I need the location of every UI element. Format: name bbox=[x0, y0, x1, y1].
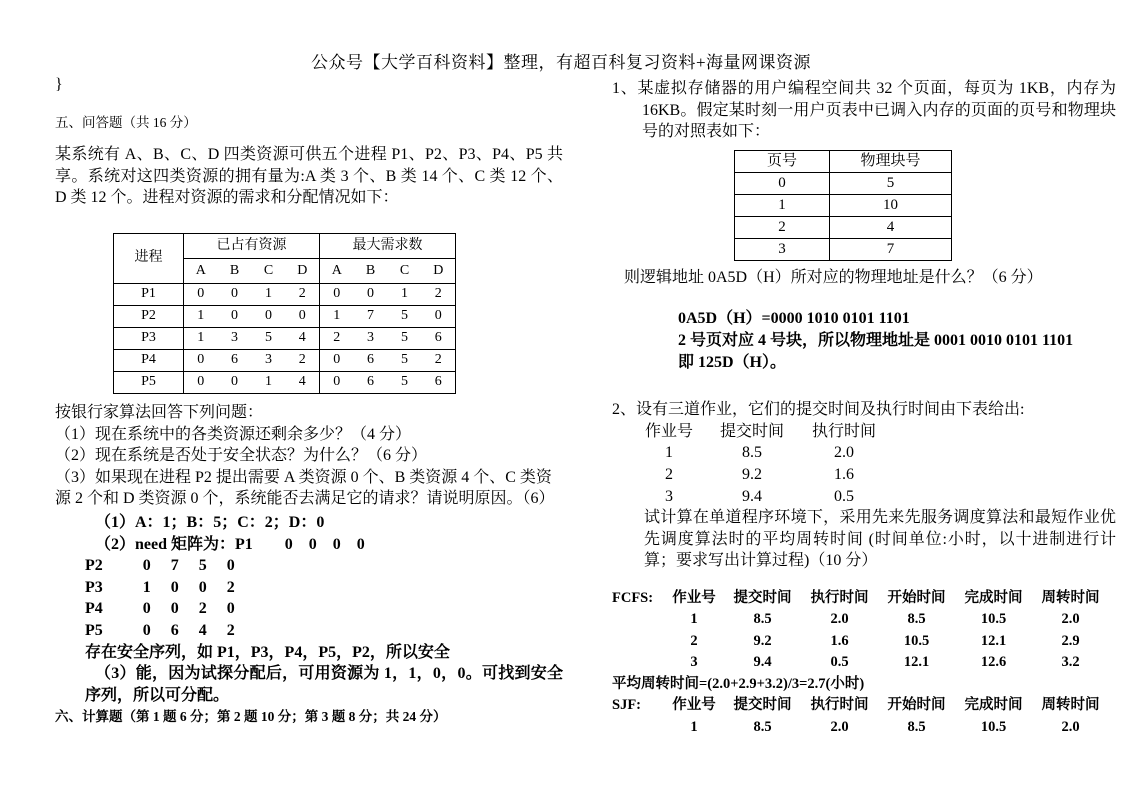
cell: 9.2 bbox=[742, 465, 762, 483]
cell: P5 bbox=[114, 372, 184, 394]
cell: 1.6 bbox=[834, 465, 854, 483]
header-cell: 物理块号 bbox=[830, 150, 952, 172]
cell: 5 bbox=[388, 328, 422, 350]
subheader-cell: D bbox=[422, 259, 456, 284]
table-header-row bbox=[612, 421, 1116, 443]
header-cell: 完成时间 bbox=[964, 697, 1023, 714]
table-row bbox=[612, 486, 1116, 508]
cell: 2.0 bbox=[830, 611, 849, 628]
table-row bbox=[114, 372, 456, 394]
header-cell: 作业号 bbox=[672, 697, 716, 714]
cell: 12.1 bbox=[903, 654, 930, 671]
cell: 3 bbox=[354, 328, 388, 350]
resource-allocation-table bbox=[113, 233, 456, 394]
answer-line: 0A5D（H）=0000 1010 0101 1101 bbox=[678, 310, 910, 328]
header-cell: 周转时间 bbox=[1041, 589, 1100, 606]
cell: 6 bbox=[422, 328, 456, 350]
cell: 4 bbox=[830, 216, 952, 238]
cell: 12.6 bbox=[980, 654, 1007, 671]
cell: 1 bbox=[690, 611, 698, 628]
spacer bbox=[612, 717, 664, 739]
cell: 1 bbox=[252, 372, 286, 394]
cell: 0 bbox=[735, 172, 830, 194]
cell: 2.0 bbox=[1061, 611, 1080, 628]
fcfs-label: FCFS: bbox=[612, 589, 654, 606]
table-row bbox=[612, 631, 1116, 653]
spacer bbox=[612, 631, 664, 653]
section-5-title: 五、问答题（共 16 分） bbox=[55, 115, 197, 130]
header-cell: 提交时间 bbox=[733, 589, 792, 606]
cell: 6 bbox=[422, 372, 456, 394]
cell: 3 bbox=[665, 487, 673, 505]
answer-2-need-p1: （2）need 矩阵为：P1 0 0 0 0 bbox=[95, 535, 365, 553]
cell: 4 bbox=[286, 372, 320, 394]
cell: 5 bbox=[252, 328, 286, 350]
cell: 0 bbox=[184, 372, 218, 394]
table-row bbox=[735, 216, 952, 238]
banker-intro: 按银行家算法回答下列问题： bbox=[55, 404, 264, 421]
cell: P2 bbox=[114, 306, 184, 328]
cell: 7 bbox=[830, 238, 952, 260]
page-header-title: 公众号【大学百科资料】整理，有超百科复习资料+海量网课资源 bbox=[310, 53, 812, 72]
cell: 5 bbox=[388, 350, 422, 372]
header-cell: 最大需求数 bbox=[320, 234, 456, 259]
header-cell: 执行时间 bbox=[810, 697, 869, 714]
cell: 0 bbox=[218, 372, 252, 394]
table-row bbox=[114, 328, 456, 350]
cell: 1 bbox=[690, 718, 698, 735]
table-row bbox=[612, 464, 1116, 486]
cell: 8.5 bbox=[742, 444, 762, 462]
header-cell: 开始时间 bbox=[887, 697, 946, 714]
cell: 8.5 bbox=[907, 611, 926, 628]
cell: 8.5 bbox=[907, 718, 926, 735]
cell: 8.5 bbox=[753, 718, 772, 735]
header-cell: 进程 bbox=[114, 234, 184, 284]
table-header-row bbox=[612, 588, 1116, 610]
cell: 3 bbox=[252, 350, 286, 372]
cell: 0.5 bbox=[834, 487, 854, 505]
cell: 0 bbox=[184, 350, 218, 372]
table-header-row bbox=[612, 695, 1116, 717]
cell: 9.4 bbox=[753, 654, 772, 671]
question-item-1: （1）现在系统中的各类资源还剩余多少？（4 分） bbox=[55, 425, 412, 443]
header-cell: 作业号 bbox=[644, 422, 693, 440]
cell: 0 bbox=[422, 306, 456, 328]
table-row bbox=[114, 284, 456, 306]
subheader-cell: A bbox=[184, 259, 218, 284]
table-row bbox=[735, 172, 952, 194]
cell: 1 bbox=[388, 284, 422, 306]
cell: 2.0 bbox=[834, 444, 854, 462]
cell: P1 bbox=[114, 284, 184, 306]
cell: 0 bbox=[320, 284, 354, 306]
cell: 2 bbox=[286, 284, 320, 306]
cell: 2.0 bbox=[830, 718, 849, 735]
cell: 12.1 bbox=[980, 632, 1007, 649]
cell: 10.5 bbox=[980, 611, 1007, 628]
subheader-cell: A bbox=[320, 259, 354, 284]
cell: 6 bbox=[354, 350, 388, 372]
cell: 0 bbox=[218, 284, 252, 306]
cell: 10 bbox=[830, 194, 952, 216]
sjf-label: SJF: bbox=[612, 697, 641, 714]
table-row bbox=[612, 609, 1116, 631]
table-row bbox=[612, 652, 1116, 674]
answer-2-conclusion: 存在安全序列，如 P1，P3，P4，P5，P2，所以安全 bbox=[85, 643, 450, 661]
subheader-cell: D bbox=[286, 259, 320, 284]
jobs-table bbox=[612, 421, 1116, 507]
question-1-prompt: 则逻辑地址 0A5D（H）所对应的物理地址是什么？（6 分） bbox=[624, 268, 1043, 286]
need-matrix-row: P5 0 6 4 2 bbox=[85, 621, 235, 639]
header-cell: 完成时间 bbox=[964, 589, 1023, 606]
cell: 3.2 bbox=[1061, 654, 1080, 671]
cell: 0 bbox=[320, 350, 354, 372]
subheader-cell: B bbox=[354, 259, 388, 284]
question-2-text: 2、设有三道作业，它们的提交时间及执行时间由下表给出: bbox=[612, 401, 1025, 419]
cell: 2 bbox=[320, 328, 354, 350]
cell: 1 bbox=[735, 194, 830, 216]
header-cell: 已占有资源 bbox=[184, 234, 320, 259]
average-turnaround-line: 平均周转时间=(2.0+2.9+3.2)/3=2.7(小时) bbox=[612, 675, 865, 692]
header-cell: 页号 bbox=[735, 150, 830, 172]
cell: 2 bbox=[422, 350, 456, 372]
need-matrix-row: P4 0 0 2 0 bbox=[85, 600, 235, 618]
cell: 5 bbox=[388, 372, 422, 394]
cell: 2 bbox=[422, 284, 456, 306]
question-5-intro: 某系统有 A、B、C、D 四类资源可供五个进程 P1、P2、P3、P4、P5 共享。系统对这四类资源的拥有量为:A 类 3 个、B 类 14 个、C 类 12 个、D 类 12 个。进程对资源的需求和分配情况如下： bbox=[55, 146, 563, 207]
question-item-3: （3）如果现在进程 P2 提出需要 A 类资源 0 个、B 类资源 4 个、C 类资源 2 个和 D 类资源 0 个，系统能否去满足它的请求？请说明原因。（6） bbox=[55, 468, 555, 508]
cell: 0 bbox=[252, 306, 286, 328]
cell: 0 bbox=[184, 284, 218, 306]
header-cell: 提交时间 bbox=[719, 422, 784, 440]
stray-brace: } bbox=[55, 76, 63, 93]
cell: 1 bbox=[252, 284, 286, 306]
table-row bbox=[612, 717, 1116, 739]
cell: 3 bbox=[690, 654, 698, 671]
header-cell: 周转时间 bbox=[1041, 697, 1100, 714]
subheader-cell: C bbox=[252, 259, 286, 284]
cell: 4 bbox=[286, 328, 320, 350]
table-header-row bbox=[114, 234, 456, 259]
need-matrix-row: P2 0 7 5 0 bbox=[85, 557, 235, 575]
cell: 10.5 bbox=[903, 632, 930, 649]
cell: P3 bbox=[114, 328, 184, 350]
left-column bbox=[55, 74, 563, 727]
header-cell: 作业号 bbox=[672, 589, 716, 606]
header-cell: 执行时间 bbox=[811, 422, 876, 440]
cell: 9.2 bbox=[753, 632, 772, 649]
cell: 8.5 bbox=[753, 611, 772, 628]
banker-answers bbox=[55, 512, 563, 706]
header-cell: 提交时间 bbox=[733, 697, 792, 714]
question-1-answer bbox=[612, 308, 1116, 373]
cell: 2 bbox=[735, 216, 830, 238]
cell: 2.0 bbox=[1061, 718, 1080, 735]
table-header-row bbox=[735, 150, 952, 172]
cell: 6 bbox=[354, 372, 388, 394]
cell: 3 bbox=[735, 238, 830, 260]
table-row bbox=[114, 350, 456, 372]
spacer bbox=[612, 652, 664, 674]
cell: 1 bbox=[320, 306, 354, 328]
fcfs-table bbox=[612, 588, 1116, 674]
right-column bbox=[612, 78, 1116, 738]
need-matrix-row: P3 1 0 0 2 bbox=[85, 578, 235, 596]
cell: 0 bbox=[354, 284, 388, 306]
cell: 2 bbox=[665, 465, 673, 483]
subheader-cell: B bbox=[218, 259, 252, 284]
cell: 0 bbox=[320, 372, 354, 394]
header-cell: 执行时间 bbox=[810, 589, 869, 606]
cell: 3 bbox=[218, 328, 252, 350]
cell: 2.9 bbox=[1061, 632, 1080, 649]
answer-line: 即 125D（H）。 bbox=[678, 353, 787, 371]
cell: 0 bbox=[286, 306, 320, 328]
question-item-2: （2）现在系统是否处于安全状态？为什么？（6 分） bbox=[55, 447, 428, 465]
page-mapping-table bbox=[734, 150, 952, 261]
cell: 7 bbox=[354, 306, 388, 328]
cell: 1 bbox=[184, 328, 218, 350]
cell: 1 bbox=[184, 306, 218, 328]
table-row bbox=[735, 238, 952, 260]
table-row bbox=[612, 442, 1116, 464]
spacer bbox=[612, 609, 664, 631]
subheader-cell: C bbox=[388, 259, 422, 284]
table-row bbox=[735, 194, 952, 216]
question-1-text: 1、某虚拟存储器的用户编程空间共 32 个页面，每页为 1KB，内存为 16KB。假定某时刻一用户页表中已调入内存的页面的页号和物理块号的对照表如下： bbox=[612, 80, 1116, 141]
cell: 6 bbox=[218, 350, 252, 372]
cell: 5 bbox=[388, 306, 422, 328]
answer-line: 2 号页对应 4 号块，所以物理地址是 0001 0010 0101 1101 bbox=[678, 331, 1074, 349]
cell: 1 bbox=[665, 444, 673, 462]
sjf-table bbox=[612, 695, 1116, 738]
cell: 2 bbox=[286, 350, 320, 372]
cell: 0 bbox=[218, 306, 252, 328]
question-2-prompt: 试计算在单道程序环境下，采用先来先服务调度算法和最短作业优先调度算法时的平均周转时间 (时间单位:小时，以十进制进行计算；要求写出计算过程)（10 分） bbox=[644, 509, 1116, 570]
cell: 1.6 bbox=[830, 632, 849, 649]
header-cell: 开始时间 bbox=[887, 589, 946, 606]
cell: P4 bbox=[114, 350, 184, 372]
cell: 9.4 bbox=[742, 487, 762, 505]
table-row bbox=[114, 306, 456, 328]
cell: 2 bbox=[690, 632, 698, 649]
cell: 5 bbox=[830, 172, 952, 194]
cell: 10.5 bbox=[980, 718, 1007, 735]
answer-3: （3）能，因为试探分配后，可用资源为 1，1，0，0。可找到安全序列，所以可分配。 bbox=[85, 665, 563, 704]
cell: 0.5 bbox=[830, 654, 849, 671]
section-6-title: 六、计算题（第 1 题 6 分；第 2 题 10 分；第 3 题 8 分；共 24 分） bbox=[55, 709, 447, 725]
answer-1: （1）A：1；B：5；C：2；D：0 bbox=[95, 513, 325, 531]
